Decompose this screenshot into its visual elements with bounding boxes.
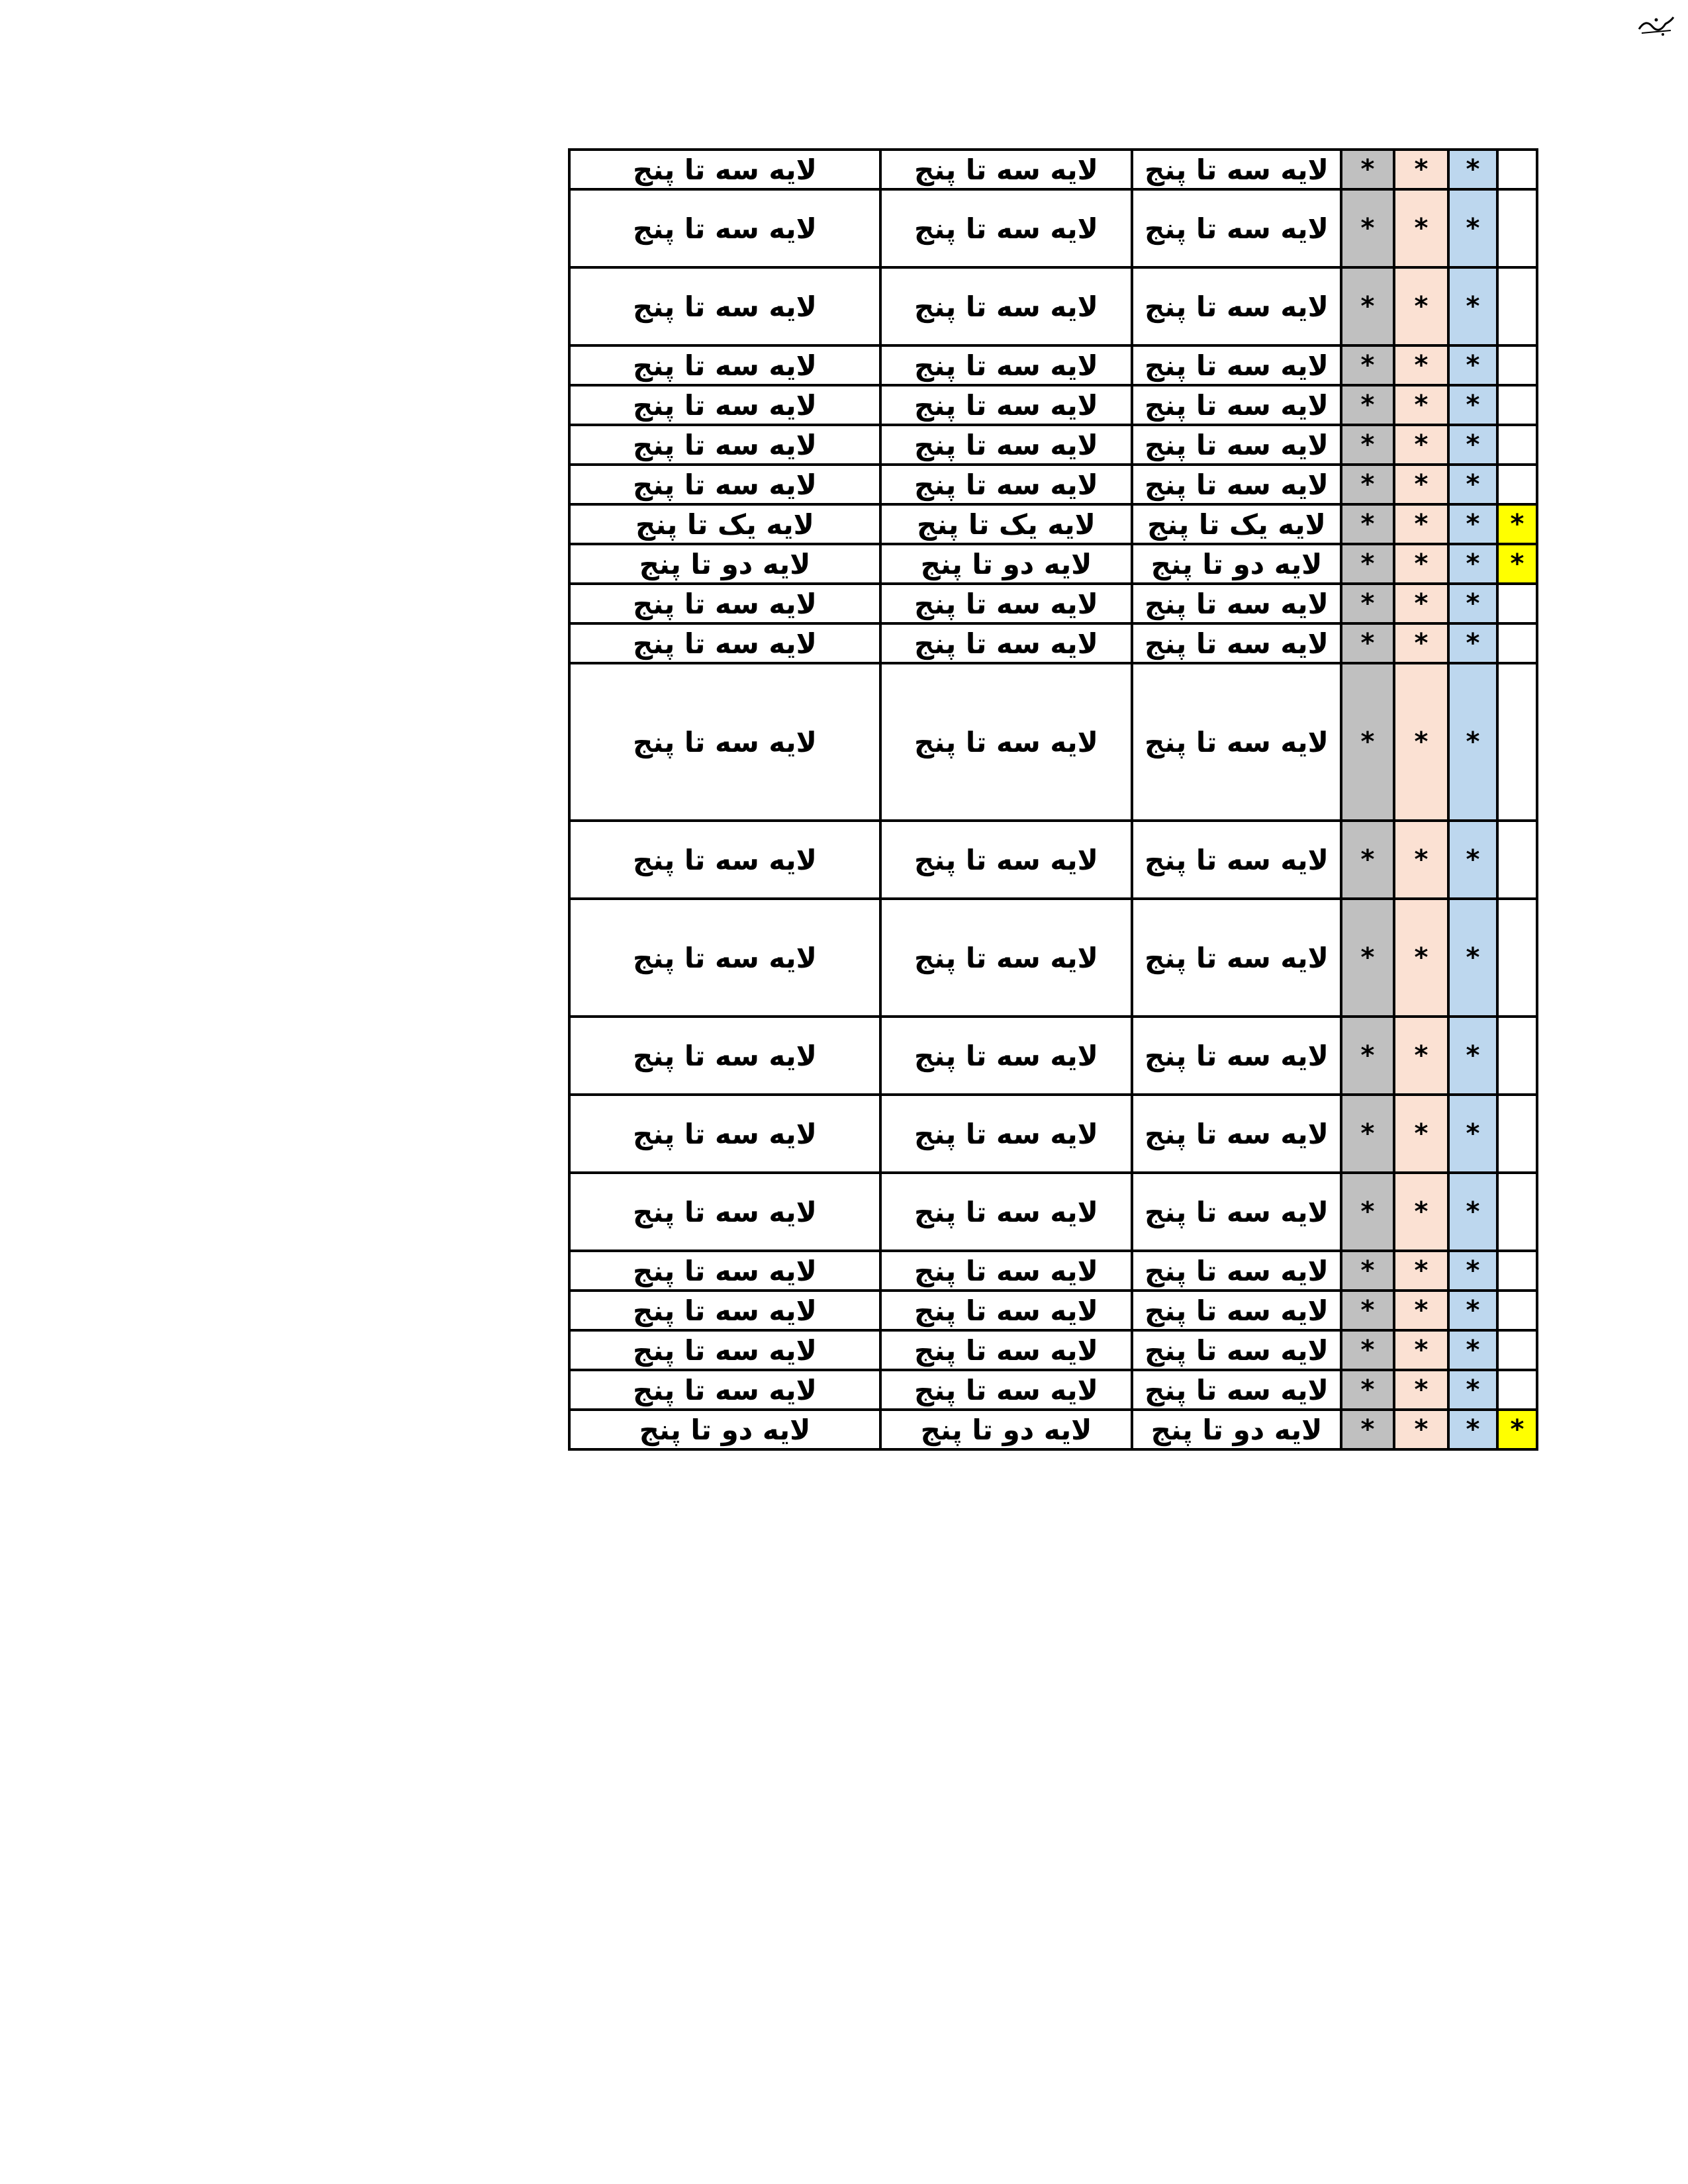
marker-cell-blue: * [1448,584,1497,623]
marker-cell-blue: * [1448,544,1497,584]
marker-cell-blue: * [1448,267,1497,345]
marker-cell-peach: * [1394,1291,1448,1330]
layer-range-cell-1: لایه سه تا پنج [569,623,880,663]
marker-cell-highlight [1497,1291,1537,1330]
marker-cell-highlight [1497,1251,1537,1291]
marker-cell-gray: * [1341,1251,1394,1291]
layer-range-cell-3: لایه سه تا پنج [1132,899,1341,1017]
marker-cell-blue: * [1448,1410,1497,1449]
marker-cell-blue: * [1448,345,1497,385]
marker-cell-peach: * [1394,1251,1448,1291]
layer-range-cell-3: لایه سه تا پنج [1132,1251,1341,1291]
layer-range-cell-2: لایه سه تا پنج [880,1173,1132,1251]
layer-range-cell-1: لایه سه تا پنج [569,345,880,385]
layer-range-cell-1: لایه سه تا پنج [569,821,880,899]
marker-cell-gray: * [1341,821,1394,899]
marker-cell-blue: * [1448,1291,1497,1330]
layer-range-cell-2: لایه سه تا پنج [880,385,1132,425]
table-row [569,150,1537,189]
marker-cell-gray: * [1341,1017,1394,1095]
layer-range-cell-2: لایه سه تا پنج [880,1095,1132,1173]
marker-cell-highlight [1497,1173,1537,1251]
marker-cell-highlight [1497,1017,1537,1095]
marker-cell-blue: * [1448,504,1497,544]
marker-cell-peach: * [1394,345,1448,385]
layer-range-cell-3: لایه سه تا پنج [1132,663,1341,821]
layer-range-cell-3: لایه سه تا پنج [1132,1330,1341,1370]
table-row [569,1173,1537,1251]
layer-range-cell-1: لایه سه تا پنج [569,663,880,821]
marker-cell-highlight [1497,345,1537,385]
marker-cell-gray: * [1341,544,1394,584]
marker-cell-gray: * [1341,385,1394,425]
marker-cell-peach: * [1394,899,1448,1017]
layer-range-cell-2: لایه سه تا پنج [880,1251,1132,1291]
marker-cell-peach: * [1394,1370,1448,1410]
marker-cell-blue: * [1448,150,1497,189]
marker-cell-highlight [1497,623,1537,663]
layer-range-cell-1: لایه سه تا پنج [569,150,880,189]
table-row [569,1330,1537,1370]
layer-range-cell-3: لایه سه تا پنج [1132,1095,1341,1173]
layer-range-cell-1: لایه سه تا پنج [569,899,880,1017]
marker-cell-gray: * [1341,1291,1394,1330]
layer-range-cell-1: لایه سه تا پنج [569,1370,880,1410]
layer-range-cell-1: لایه سه تا پنج [569,385,880,425]
marker-cell-peach: * [1394,584,1448,623]
marker-cell-highlight [1497,189,1537,267]
layer-range-cell-2: لایه دو تا پنج [880,1410,1132,1449]
marker-cell-gray: * [1341,623,1394,663]
layer-range-cell-3: لایه سه تا پنج [1132,345,1341,385]
layer-range-cell-2: لایه سه تا پنج [880,150,1132,189]
marker-cell-highlight [1497,425,1537,465]
marker-cell-peach: * [1394,267,1448,345]
layer-range-cell-1: لایه سه تا پنج [569,189,880,267]
layer-range-cell-1: لایه سه تا پنج [569,267,880,345]
marker-cell-highlight [1497,584,1537,623]
layer-range-cell-3: لایه دو تا پنج [1132,1410,1341,1449]
layer-range-cell-2: لایه سه تا پنج [880,1017,1132,1095]
layer-range-cell-1: لایه سه تا پنج [569,1173,880,1251]
marker-cell-blue: * [1448,1251,1497,1291]
table-row [569,1410,1537,1449]
layer-range-cell-3: لایه سه تا پنج [1132,465,1341,504]
logo [1636,12,1676,38]
marker-cell-highlight [1497,1330,1537,1370]
layer-range-cell-1: لایه سه تا پنج [569,1291,880,1330]
table-row [569,1095,1537,1173]
layer-range-cell-2: لایه سه تا پنج [880,465,1132,504]
marker-cell-blue: * [1448,1173,1497,1251]
marker-cell-blue: * [1448,189,1497,267]
marker-cell-blue: * [1448,385,1497,425]
marker-cell-peach: * [1394,821,1448,899]
layer-range-cell-2: لایه دو تا پنج [880,544,1132,584]
layer-range-cell-2: لایه سه تا پنج [880,821,1132,899]
marker-cell-peach: * [1394,1410,1448,1449]
table-row [569,504,1537,544]
layer-range-cell-2: لایه سه تا پنج [880,1291,1132,1330]
marker-cell-blue: * [1448,623,1497,663]
marker-cell-peach: * [1394,1017,1448,1095]
marker-cell-peach: * [1394,623,1448,663]
layer-range-cell-3: لایه سه تا پنج [1132,821,1341,899]
marker-cell-highlight [1497,267,1537,345]
layer-range-cell-3: لایه سه تا پنج [1132,267,1341,345]
table-row [569,425,1537,465]
marker-cell-gray: * [1341,899,1394,1017]
marker-cell-gray: * [1341,584,1394,623]
marker-cell-blue: * [1448,821,1497,899]
table-row [569,663,1537,821]
marker-cell-gray: * [1341,150,1394,189]
marker-cell-gray: * [1341,345,1394,385]
table-row [569,345,1537,385]
layer-range-cell-3: لایه سه تا پنج [1132,1173,1341,1251]
marker-cell-blue: * [1448,1017,1497,1095]
marker-cell-peach: * [1394,1330,1448,1370]
table-row [569,899,1537,1017]
layer-range-cell-2: لایه سه تا پنج [880,425,1132,465]
table-body [569,150,1537,1449]
marker-cell-peach: * [1394,1095,1448,1173]
marker-cell-highlight [1497,150,1537,189]
table-row [569,1251,1537,1291]
layers-table [568,148,1538,1451]
logo-mark-icon [1636,12,1676,38]
layer-range-cell-3: لایه سه تا پنج [1132,584,1341,623]
marker-cell-gray: * [1341,1370,1394,1410]
marker-cell-highlight [1497,465,1537,504]
marker-cell-gray: * [1341,267,1394,345]
marker-cell-highlight [1497,663,1537,821]
marker-cell-peach: * [1394,150,1448,189]
marker-cell-peach: * [1394,385,1448,425]
layer-range-cell-3: لایه سه تا پنج [1132,1291,1341,1330]
layer-range-cell-3: لایه سه تا پنج [1132,623,1341,663]
marker-cell-peach: * [1394,425,1448,465]
marker-cell-highlight: * [1497,504,1537,544]
marker-cell-gray: * [1341,425,1394,465]
layer-range-cell-3: لایه سه تا پنج [1132,425,1341,465]
marker-cell-gray: * [1341,1410,1394,1449]
layer-range-cell-3: لایه سه تا پنج [1132,385,1341,425]
table-row [569,1017,1537,1095]
table-row [569,544,1537,584]
layer-range-cell-3: لایه سه تا پنج [1132,189,1341,267]
marker-cell-highlight [1497,1095,1537,1173]
table-row [569,267,1537,345]
layer-range-cell-1: لایه یک تا پنج [569,504,880,544]
layer-range-cell-3: لایه سه تا پنج [1132,1017,1341,1095]
layer-range-cell-2: لایه سه تا پنج [880,189,1132,267]
layer-range-cell-2: لایه سه تا پنج [880,623,1132,663]
table-row [569,189,1537,267]
marker-cell-blue: * [1448,465,1497,504]
layer-range-cell-1: لایه سه تا پنج [569,1017,880,1095]
marker-cell-peach: * [1394,504,1448,544]
layer-range-cell-1: لایه سه تا پنج [569,1095,880,1173]
marker-cell-gray: * [1341,1173,1394,1251]
layer-range-cell-1: لایه دو تا پنج [569,544,880,584]
marker-cell-blue: * [1448,1095,1497,1173]
layer-range-cell-2: لایه سه تا پنج [880,899,1132,1017]
marker-cell-gray: * [1341,1330,1394,1370]
marker-cell-blue: * [1448,899,1497,1017]
marker-cell-highlight [1497,821,1537,899]
marker-cell-peach: * [1394,544,1448,584]
layer-range-cell-2: لایه سه تا پنج [880,345,1132,385]
marker-cell-peach: * [1394,1173,1448,1251]
layer-range-cell-2: لایه سه تا پنج [880,663,1132,821]
layer-range-cell-1: لایه سه تا پنج [569,1330,880,1370]
marker-cell-blue: * [1448,1330,1497,1370]
layer-range-cell-2: لایه سه تا پنج [880,584,1132,623]
layer-range-cell-1: لایه سه تا پنج [569,425,880,465]
marker-cell-highlight [1497,899,1537,1017]
marker-cell-highlight [1497,1370,1537,1410]
table-row [569,1370,1537,1410]
layer-range-cell-1: لایه سه تا پنج [569,584,880,623]
layer-range-cell-3: لایه سه تا پنج [1132,1370,1341,1410]
marker-cell-gray: * [1341,504,1394,544]
layer-range-cell-2: لایه یک تا پنج [880,504,1132,544]
layer-range-cell-2: لایه سه تا پنج [880,1370,1132,1410]
marker-cell-blue: * [1448,1370,1497,1410]
layer-range-cell-2: لایه سه تا پنج [880,267,1132,345]
marker-cell-peach: * [1394,189,1448,267]
marker-cell-highlight: * [1497,544,1537,584]
table-row [569,1291,1537,1330]
table-row [569,821,1537,899]
marker-cell-highlight [1497,385,1537,425]
table-row [569,465,1537,504]
table-row [569,623,1537,663]
layer-range-cell-1: لایه سه تا پنج [569,465,880,504]
layer-range-cell-3: لایه سه تا پنج [1132,150,1341,189]
marker-cell-highlight: * [1497,1410,1537,1449]
marker-cell-gray: * [1341,465,1394,504]
marker-cell-gray: * [1341,1095,1394,1173]
layer-range-cell-3: لایه دو تا پنج [1132,544,1341,584]
marker-cell-gray: * [1341,189,1394,267]
marker-cell-blue: * [1448,663,1497,821]
table-row [569,584,1537,623]
table-row [569,385,1537,425]
marker-cell-blue: * [1448,425,1497,465]
marker-cell-gray: * [1341,663,1394,821]
layer-range-cell-1: لایه دو تا پنج [569,1410,880,1449]
layer-range-cell-1: لایه سه تا پنج [569,1251,880,1291]
layer-range-cell-2: لایه سه تا پنج [880,1330,1132,1370]
marker-cell-peach: * [1394,663,1448,821]
marker-cell-peach: * [1394,465,1448,504]
layer-range-cell-3: لایه یک تا پنج [1132,504,1341,544]
